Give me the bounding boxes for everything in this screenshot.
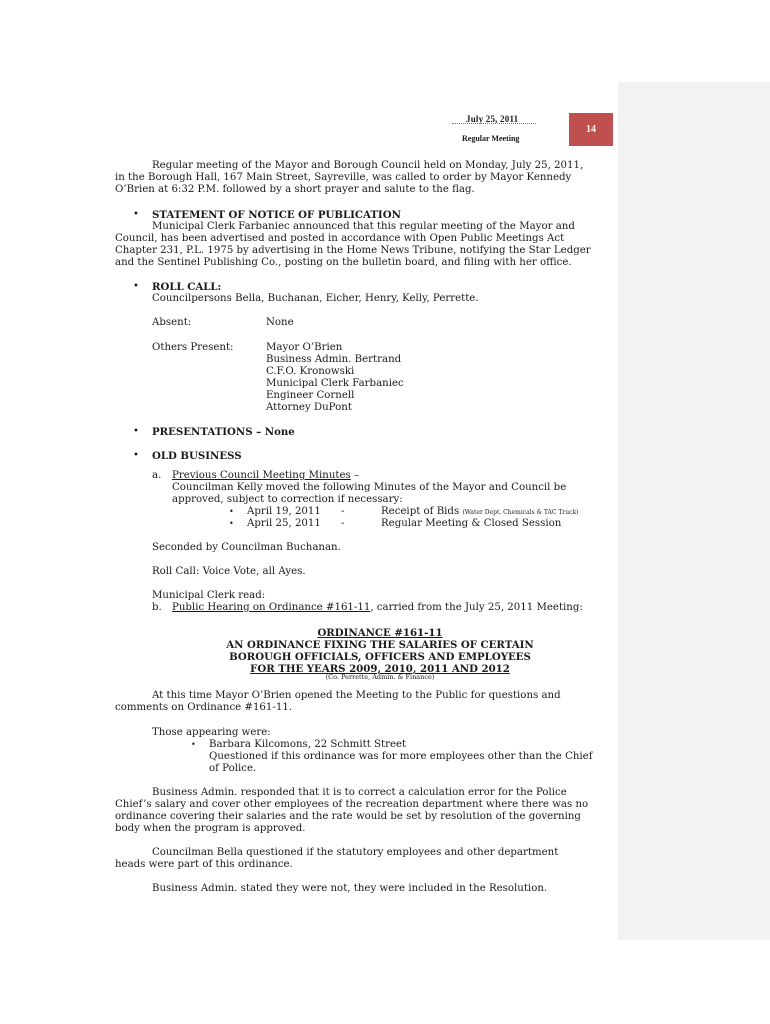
bullet-icon: • [191, 740, 196, 749]
presentations-heading: PRESENTATIONS – None [152, 426, 295, 438]
others-item: Mayor O’Brien [266, 342, 343, 353]
item-a-dash: – [350, 470, 360, 481]
minutes-desc: Regular Meeting & Closed Session [381, 518, 562, 529]
item-letter-a: a. [152, 470, 162, 481]
item-b-rest: , carried from the July 25, 2011 Meeting: [370, 602, 583, 613]
admin-response-line-4: body when the program is approved. [115, 823, 306, 834]
others-item: Engineer Cornell [266, 390, 355, 401]
ordinance-number: ORDINANCE #161-11 [317, 627, 443, 639]
bullet-icon: • [133, 209, 139, 220]
bella-question-line-1: Councilman Bella questioned if the statutory employees and other department [152, 847, 559, 858]
header-date: July 25, 2011 [466, 114, 519, 124]
item-a-line-1: Councilman Kelly moved the following Minutes of the Mayor and Council be [172, 482, 567, 493]
roll-call-heading: ROLL CALL: [152, 281, 222, 293]
roll-call-members: Councilpersons Bella, Buchanan, Eicher, Henry, Kelly, Perrette. [152, 293, 479, 304]
minutes-desc-text: Receipt of Bids [381, 506, 460, 517]
intro-line-2: in the Borough Hall, 167 Main Street, Sayreville, was called to order by Mayor Kennedy [115, 172, 572, 183]
intro-line-1: Regular meeting of the Mayor and Borough Council held on Monday, July 25, 2011, [152, 160, 584, 171]
speaker-question-line-1: Questioned if this ordinance was for more employees other than the Chief [209, 751, 593, 762]
ordinance-title-line-2: BOROUGH OFFICIALS, OFFICERS AND EMPLOYEES [229, 651, 531, 663]
minutes-dash: - [341, 506, 345, 517]
item-a-title: Previous Council Meeting Minutes [172, 470, 351, 481]
header-divider [452, 123, 536, 124]
ordinance-sponsor: (Co. Perrette, Admin. & Finance) [325, 673, 435, 681]
notice-line-3: Chapter 231, P.L. 1975 by advertising in the Home News Tribune, notifying the Star Ledger [115, 245, 591, 256]
others-item: C.F.O. Kronowski [266, 366, 355, 377]
header-title: Regular Meeting [462, 134, 520, 143]
item-letter-b: b. [152, 602, 162, 613]
absent-value: None [266, 317, 294, 328]
admin-response-line-3: ordinance covering their salaries and the rate would be set by resolution of the governing [115, 811, 581, 822]
hearing-open-line-1: At this time Mayor O’Brien opened the Meeting to the Public for questions and [152, 690, 561, 701]
admin-stated: Business Admin. stated they were not, they were included in the Resolution. [152, 883, 548, 894]
minutes-date: April 25, 2011 [247, 518, 321, 529]
bullet-icon: • [133, 281, 139, 292]
others-item: Municipal Clerk Farbaniec [266, 378, 404, 389]
bullet-icon: • [133, 450, 139, 461]
item-a-heading [172, 470, 359, 482]
hearing-open-line-2: comments on Ordinance #161-11. [115, 702, 293, 713]
minutes-date: April 19, 2011 [247, 506, 321, 517]
item-b-title: Public Hearing on Ordinance #161-11 [172, 602, 371, 613]
notice-heading: STATEMENT OF NOTICE OF PUBLICATION [152, 209, 401, 221]
seconded-text: Seconded by Councilman Buchanan. [152, 542, 341, 553]
page-number-box [569, 113, 613, 146]
bullet-icon: • [229, 519, 234, 528]
appearing-label: Those appearing were: [152, 727, 271, 738]
speaker-name: Barbara Kilcomons, 22 Schmitt Street [209, 739, 407, 750]
bullet-icon: • [229, 507, 234, 516]
item-b-heading [172, 602, 583, 614]
others-label: Others Present: [152, 342, 234, 353]
old-business-heading: OLD BUSINESS [152, 450, 242, 462]
item-a-line-2: approved, subject to correction if necessary: [172, 494, 403, 505]
bella-question-line-2: heads were part of this ordinance. [115, 859, 293, 870]
others-item: Business Admin. Bertrand [266, 354, 402, 365]
comment-margin [618, 82, 770, 940]
speaker-question-line-2: of Police. [209, 763, 257, 774]
intro-line-3: O’Brien at 6:32 P.M. followed by a short prayer and salute to the flag. [115, 184, 475, 195]
notice-line-2: Council, has been advertised and posted in accordance with Open Public Meetings Act [115, 233, 565, 244]
ordinance-title-line-3: FOR THE YEARS 2009, 2010, 2011 AND 2012 [250, 663, 510, 675]
others-item: Attorney DuPont [266, 402, 352, 413]
admin-response-line-2: Chief’s salary and cover other employees of the recreation department where there was no [115, 799, 589, 810]
minutes-dash: - [341, 518, 345, 529]
minutes-note: (Water Dept. Chemicals & TAC Truck) [462, 509, 579, 516]
clerk-read: Municipal Clerk read: [152, 590, 266, 601]
ordinance-title-line-1: AN ORDINANCE FIXING THE SALARIES OF CERTAIN [226, 639, 534, 651]
roll-call-vote: Roll Call: Voice Vote, all Ayes. [152, 566, 306, 577]
admin-response-line-1: Business Admin. responded that it is to correct a calculation error for the Police [152, 787, 567, 798]
notice-line-4: and the Sentinel Publishing Co., posting on the bulletin board, and filing with her office. [115, 257, 572, 268]
notice-line-1: Municipal Clerk Farbaniec announced that this regular meeting of the Mayor and [152, 221, 575, 232]
page-number: 14 [586, 124, 596, 135]
absent-label: Absent: [152, 317, 192, 328]
bullet-icon: • [133, 426, 139, 437]
